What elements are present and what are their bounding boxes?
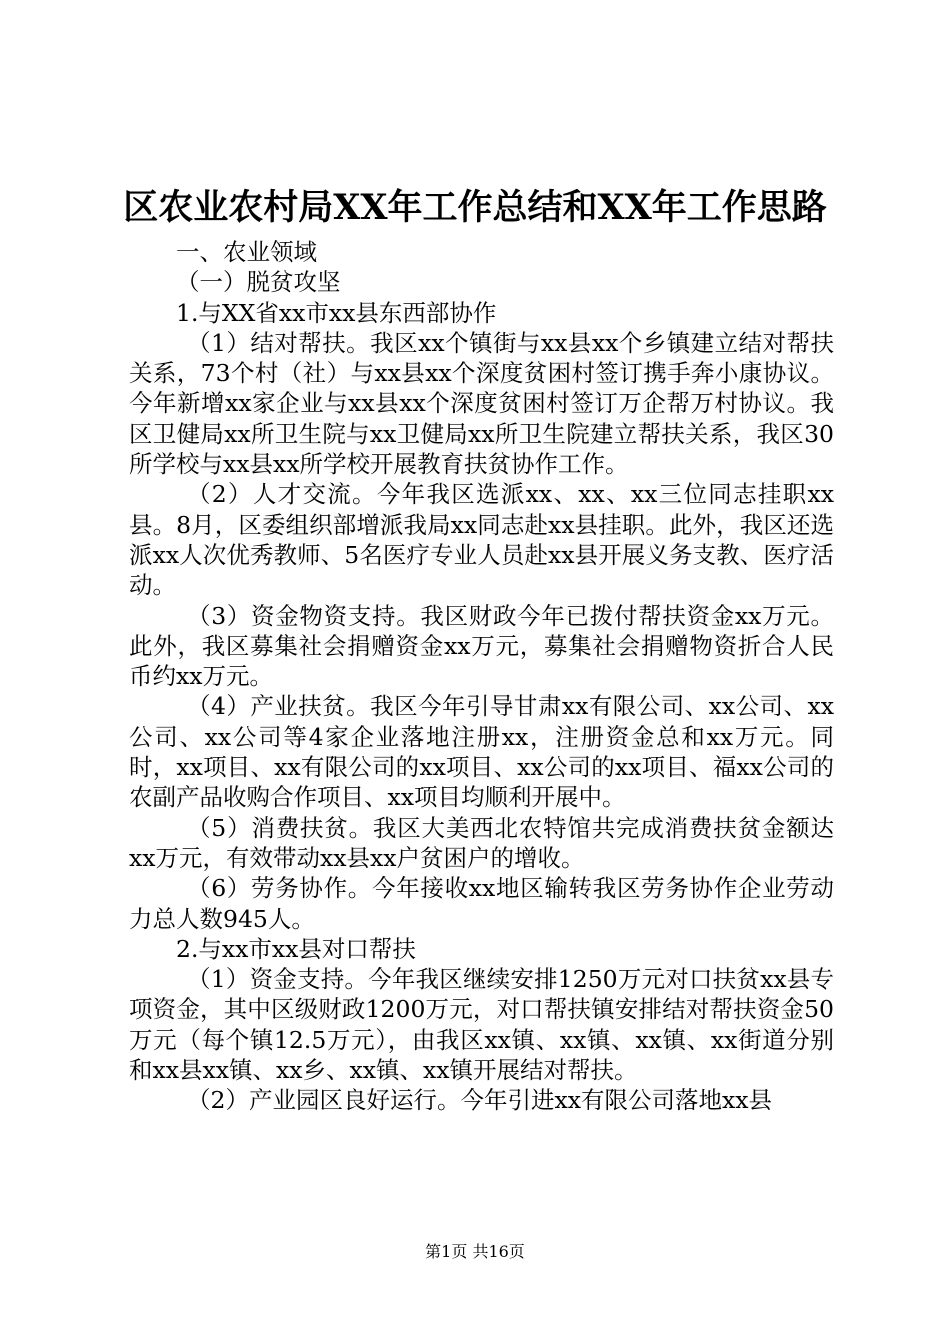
paragraph: （1）资金支持。今年我区继续安排1250万元对口扶贫xx县专项资金，其中区级财政1200万元，对口帮扶镇安排结对帮扶资金50万元（每个镇12.5万元），由我区xx镇、xx镇、xx镇、xx街道分别和xx县xx镇、xx乡、xx镇、xx镇开展结对帮扶。 — [129, 965, 834, 1085]
paragraph: （5）消费扶贫。我区大美西北农特馆共完成消费扶贫金额达xx万元，有效带动xx县xx户贫困户的增收。 — [129, 813, 834, 872]
paragraph: （2）人才交流。今年我区选派xx、xx、xx三位同志挂职xx县。8月，区委组织部增派我局xx同志赴xx县挂职。此外，我区还选派xx人次优秀教师、5名医疗专业人员赴xx县开展义务支教、医疗活动。 — [129, 480, 834, 600]
section-heading: 一、农业领域 — [176, 238, 317, 266]
paragraph: （6）劳务协作。今年接收xx地区输转我区劳务协作企业劳动力总人数945人。 — [129, 874, 834, 933]
paragraph: （1）结对帮扶。我区xx个镇街与xx县xx个乡镇建立结对帮扶关系，73个村（社）与xx县xx个深度贫困村签订携手奔小康协议。今年新增xx家企业与xx县xx个深度贫困村签订万企帮万村协议。我区卫健局xx所卫生院与xx卫健局xx所卫生院建立帮扶关系，我区30所学校与xx县xx所学校开展教育扶贫协作工作。 — [129, 328, 834, 479]
paragraph: （3）资金物资支持。我区财政今年已拨付帮扶资金xx万元。此外，我区募集社会捐赠资金xx万元，募集社会捐赠物资折合人民币约xx万元。 — [129, 601, 834, 691]
page-footer: 第1页 共16页 — [425, 1242, 525, 1261]
paragraph: （2）产业园区良好运行。今年引进xx有限公司落地xx县 — [187, 1086, 772, 1115]
subsection-heading: （一）脱贫攻坚 — [176, 268, 341, 297]
document-body — [129, 237, 834, 1116]
item-heading: 2.与xx市xx县对口帮扶 — [176, 934, 416, 963]
item-heading: 1.与XX省xx市xx县东西部协作 — [176, 298, 497, 327]
document-title: 区农业农村局XX年工作总结和XX年工作思路 — [123, 187, 827, 228]
paragraph: （4）产业扶贫。我区今年引导甘肃xx有限公司、xx公司、xx公司、xx公司等4家企业落地注册xx，注册资金总和xx万元。同时，xx项目、xx有限公司的xx项目、xx公司的xx项目、福xx公司的农副产品收购合作项目、xx项目均顺利开展中。 — [129, 692, 834, 812]
